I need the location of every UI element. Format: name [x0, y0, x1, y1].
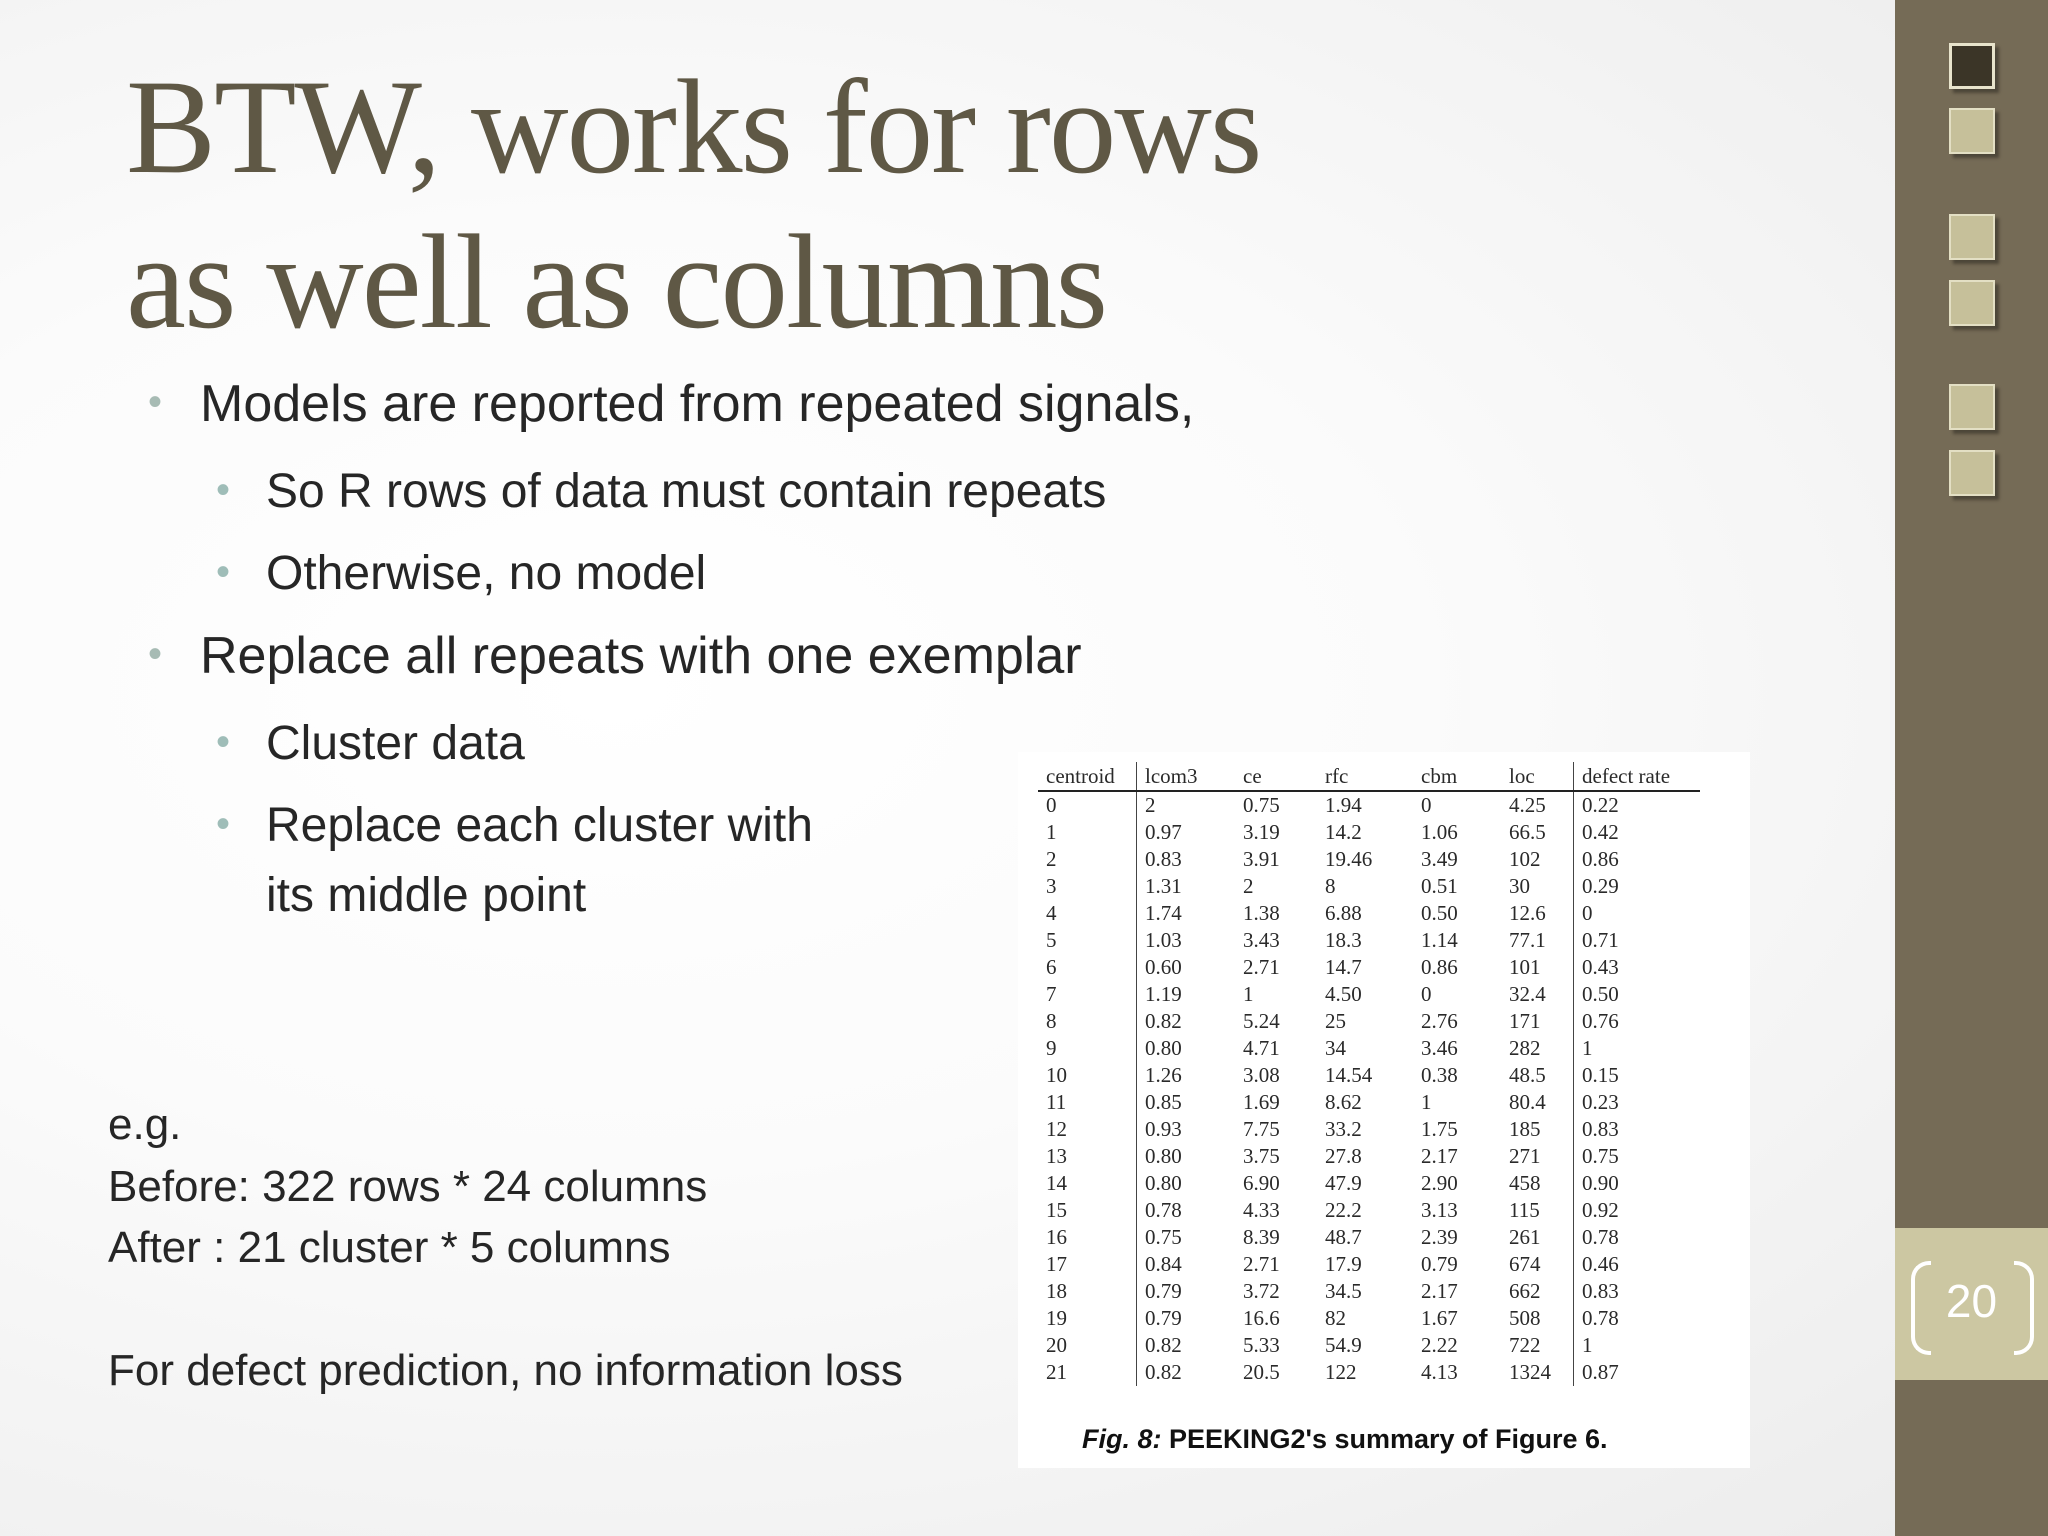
table-cell: 3.72	[1243, 1279, 1280, 1303]
example-label: e.g.	[108, 1100, 182, 1149]
table-cell: 1.67	[1421, 1306, 1458, 1330]
table-cell: 66.5	[1501, 819, 1574, 846]
table-cell: 1.38	[1243, 901, 1280, 925]
table-cell: 6.90	[1243, 1171, 1280, 1195]
table-cell: 674	[1501, 1251, 1574, 1278]
table-cell: 0.86	[1582, 847, 1619, 871]
bullet-item	[148, 626, 1082, 686]
table-cell: 16	[1038, 1224, 1137, 1251]
table-cell: 0.79	[1145, 1306, 1182, 1330]
table-row	[1038, 1305, 1700, 1332]
table-cell: 4	[1038, 900, 1137, 927]
nav-square	[1949, 384, 1995, 430]
table-cell: 17.9	[1325, 1252, 1362, 1276]
table-cell: 20	[1038, 1332, 1137, 1359]
column-header: cbm	[1413, 762, 1501, 791]
nav-square	[1949, 214, 1995, 260]
table-cell: 3.08	[1243, 1063, 1280, 1087]
table-cell: 2.71	[1243, 1252, 1280, 1276]
table-cell: 0.78	[1582, 1225, 1619, 1249]
sub-bullet-item	[216, 798, 813, 853]
table-cell: 8.62	[1325, 1090, 1362, 1114]
table-cell: 115	[1501, 1197, 1574, 1224]
slide-title	[126, 50, 1526, 360]
table-cell: 5.33	[1243, 1333, 1280, 1357]
table-cell: 0.38	[1421, 1063, 1458, 1087]
table-cell: 0	[1421, 793, 1432, 817]
table-cell: 1324	[1501, 1359, 1574, 1386]
table-cell: 8	[1038, 1008, 1137, 1035]
table-cell: 0.83	[1145, 847, 1182, 871]
table-row	[1038, 791, 1700, 819]
table-row	[1038, 954, 1700, 981]
table-cell: 0.92	[1582, 1198, 1619, 1222]
table-cell: 0.82	[1145, 1360, 1182, 1384]
table-cell: 1.03	[1145, 928, 1182, 952]
table-cell: 0	[1582, 901, 1593, 925]
table-cell: 0.78	[1145, 1198, 1182, 1222]
column-header: defect rate	[1574, 762, 1701, 791]
bullet-text-line: Replace each cluster with	[266, 799, 813, 852]
table-cell: 8.39	[1243, 1225, 1280, 1249]
table-cell: 19	[1038, 1305, 1137, 1332]
table-cell: 1.94	[1325, 793, 1362, 817]
table-cell: 0.97	[1145, 820, 1182, 844]
title-line: as well as columns	[126, 208, 1107, 357]
table-cell: 5	[1038, 927, 1137, 954]
table-cell: 0.75	[1145, 1225, 1182, 1249]
table-cell: 4.13	[1421, 1360, 1458, 1384]
table-cell: 271	[1501, 1143, 1574, 1170]
table-cell: 27.8	[1325, 1144, 1362, 1168]
table-cell: 0.51	[1421, 874, 1458, 898]
table-cell: 0.71	[1582, 928, 1619, 952]
table-cell: 0.93	[1145, 1117, 1182, 1141]
table-cell: 2.90	[1421, 1171, 1458, 1195]
sub-bullet-item	[216, 546, 707, 601]
table-cell: 0.83	[1582, 1117, 1619, 1141]
table-cell: 21	[1038, 1359, 1137, 1386]
table-cell: 3.91	[1243, 847, 1280, 871]
table-row	[1038, 1035, 1700, 1062]
table-cell: 0.80	[1145, 1144, 1182, 1168]
table-cell: 0.84	[1145, 1252, 1182, 1276]
table-cell: 2.71	[1243, 955, 1280, 979]
table-cell: 32.4	[1501, 981, 1574, 1008]
figure-caption	[1082, 1424, 1608, 1455]
table-cell: 13	[1038, 1143, 1137, 1170]
table-cell: 47.9	[1325, 1171, 1362, 1195]
table-cell: 8	[1325, 874, 1336, 898]
table-cell: 20.5	[1243, 1360, 1280, 1384]
table-cell: 0.23	[1582, 1090, 1619, 1114]
table-cell: 48.7	[1325, 1225, 1362, 1249]
table-cell: 6	[1038, 954, 1137, 981]
table-row	[1038, 1251, 1700, 1278]
table-cell: 0.50	[1582, 982, 1619, 1006]
table-cell: 19.46	[1325, 847, 1373, 871]
table-row	[1038, 819, 1700, 846]
table-cell: 0.29	[1582, 874, 1619, 898]
table-cell: 0.80	[1145, 1036, 1182, 1060]
table-cell: 1.31	[1145, 874, 1182, 898]
table-cell: 0.43	[1582, 955, 1619, 979]
table-cell: 0.76	[1582, 1009, 1619, 1033]
nav-square	[1949, 108, 1995, 154]
table-cell: 48.5	[1501, 1062, 1574, 1089]
table-cell: 34.5	[1325, 1279, 1362, 1303]
table-cell: 14.2	[1325, 820, 1362, 844]
table-cell: 14	[1038, 1170, 1137, 1197]
table-cell: 0.83	[1582, 1279, 1619, 1303]
table-cell: 4.25	[1501, 791, 1574, 819]
table-cell: 122	[1325, 1360, 1357, 1384]
table-row	[1038, 1359, 1700, 1386]
table-cell: 7	[1038, 981, 1137, 1008]
column-header: ce	[1235, 762, 1317, 791]
table-header-row	[1038, 762, 1700, 791]
table-cell: 1	[1582, 1333, 1593, 1357]
page-number: 20	[1945, 1275, 1998, 1327]
table-cell: 1.74	[1145, 901, 1182, 925]
sub-bullet-item	[216, 464, 1107, 519]
table-cell: 1	[1421, 1090, 1432, 1114]
table-cell: 3.46	[1421, 1036, 1458, 1060]
centroid-table	[1038, 762, 1700, 1386]
table-cell: 17	[1038, 1251, 1137, 1278]
table-cell: 0.79	[1145, 1279, 1182, 1303]
bullet-dot-icon: •	[216, 468, 231, 512]
table-cell: 0.79	[1421, 1252, 1458, 1276]
table-cell: 15	[1038, 1197, 1137, 1224]
table-cell: 1.19	[1145, 982, 1182, 1006]
table-cell: 18.3	[1325, 928, 1362, 952]
table-row	[1038, 1197, 1700, 1224]
table-cell: 0.86	[1421, 955, 1458, 979]
bullet-text: Cluster data	[266, 717, 525, 770]
table-cell: 1.06	[1421, 820, 1458, 844]
sub-bullet-item	[216, 716, 525, 771]
table-cell: 0.50	[1421, 901, 1458, 925]
sub-bullet-continuation	[266, 868, 586, 923]
title-line: BTW, works for rows	[126, 53, 1261, 202]
table-cell: 30	[1501, 873, 1574, 900]
figure-image	[1018, 752, 1750, 1468]
table-row	[1038, 873, 1700, 900]
table-cell: 1.69	[1243, 1090, 1280, 1114]
caption-text: PEEKING2's summary of Figure 6.	[1161, 1424, 1608, 1454]
table-cell: 2.39	[1421, 1225, 1458, 1249]
table-cell: 662	[1501, 1278, 1574, 1305]
table-cell: 1.26	[1145, 1063, 1182, 1087]
table-cell: 14.54	[1325, 1063, 1373, 1087]
table-cell: 16.6	[1243, 1306, 1280, 1330]
after-stat: After : 21 cluster * 5 columns	[108, 1223, 671, 1272]
table-cell: 102	[1501, 846, 1574, 873]
table-cell: 282	[1501, 1035, 1574, 1062]
table-cell: 4.71	[1243, 1036, 1280, 1060]
table-cell: 261	[1501, 1224, 1574, 1251]
table-cell: 1	[1582, 1036, 1593, 1060]
nav-square	[1949, 450, 1995, 496]
table-cell: 101	[1501, 954, 1574, 981]
table-cell: 11	[1038, 1089, 1137, 1116]
table-cell: 2	[1038, 846, 1137, 873]
table-cell: 1	[1243, 982, 1254, 1006]
table-cell: 4.50	[1325, 982, 1362, 1006]
bullet-dot-icon: •	[148, 380, 163, 424]
table-cell: 185	[1501, 1116, 1574, 1143]
bullet-text-line: its middle point	[266, 869, 587, 922]
column-header: centroid	[1038, 762, 1137, 791]
bullet-text: Models are reported from repeated signals,	[200, 375, 1195, 433]
column-header: lcom3	[1137, 762, 1236, 791]
page-number-box	[1895, 1228, 2048, 1380]
before-stat: Before: 322 rows * 24 columns	[108, 1162, 708, 1211]
table-cell: 0	[1038, 791, 1137, 819]
conclusion-text: For defect prediction, no information loss	[108, 1346, 903, 1395]
table-cell: 508	[1501, 1305, 1574, 1332]
table-cell: 0.87	[1582, 1360, 1619, 1384]
table-cell: 0.15	[1582, 1063, 1619, 1087]
bullet-dot-icon: •	[216, 802, 231, 846]
nav-square	[1949, 280, 1995, 326]
table-cell: 3.19	[1243, 820, 1280, 844]
table-cell: 0.90	[1582, 1171, 1619, 1195]
table-cell: 82	[1325, 1306, 1346, 1330]
table-cell: 6.88	[1325, 901, 1362, 925]
table-cell: 14.7	[1325, 955, 1362, 979]
table-row	[1038, 1008, 1700, 1035]
table-cell: 0.22	[1582, 793, 1619, 817]
table-cell: 0.78	[1582, 1306, 1619, 1330]
table-cell: 7.75	[1243, 1117, 1280, 1141]
caption-prefix: Fig. 8:	[1082, 1424, 1162, 1454]
table-cell: 1.14	[1421, 928, 1458, 952]
table-cell: 0.75	[1582, 1144, 1619, 1168]
table-cell: 0.42	[1582, 820, 1619, 844]
table-row	[1038, 1332, 1700, 1359]
table-cell: 9	[1038, 1035, 1137, 1062]
table-row	[1038, 1224, 1700, 1251]
table-row	[1038, 981, 1700, 1008]
table-cell: 54.9	[1325, 1333, 1362, 1357]
table-row	[1038, 927, 1700, 954]
table-cell: 3.43	[1243, 928, 1280, 952]
table-cell: 25	[1325, 1009, 1346, 1033]
table-cell: 0.80	[1145, 1171, 1182, 1195]
table-cell: 1	[1038, 819, 1137, 846]
table-cell: 458	[1501, 1170, 1574, 1197]
table-cell: 12	[1038, 1116, 1137, 1143]
table-cell: 5.24	[1243, 1009, 1280, 1033]
table-cell: 77.1	[1501, 927, 1574, 954]
table-cell: 0	[1421, 982, 1432, 1006]
table-row	[1038, 1170, 1700, 1197]
table-cell: 2.76	[1421, 1009, 1458, 1033]
column-header: loc	[1501, 762, 1574, 791]
column-header: rfc	[1317, 762, 1413, 791]
table-cell: 0.46	[1582, 1252, 1619, 1276]
bullet-dot-icon: •	[216, 550, 231, 594]
table-cell: 3.13	[1421, 1198, 1458, 1222]
table-row	[1038, 1116, 1700, 1143]
table-row	[1038, 1143, 1700, 1170]
table-cell: 2	[1145, 793, 1156, 817]
table-cell: 0.82	[1145, 1009, 1182, 1033]
table-cell: 0.75	[1243, 793, 1280, 817]
table-cell: 10	[1038, 1062, 1137, 1089]
table-body	[1038, 791, 1700, 1386]
table-cell: 0.82	[1145, 1333, 1182, 1357]
table-cell: 18	[1038, 1278, 1137, 1305]
table-cell: 2.17	[1421, 1279, 1458, 1303]
table-cell: 22.2	[1325, 1198, 1362, 1222]
table-row	[1038, 846, 1700, 873]
table-cell: 2.22	[1421, 1333, 1458, 1357]
table-cell: 171	[1501, 1008, 1574, 1035]
table-cell: 12.6	[1501, 900, 1574, 927]
table-cell: 80.4	[1501, 1089, 1574, 1116]
table-cell: 0.85	[1145, 1090, 1182, 1114]
bullet-dot-icon: •	[216, 720, 231, 764]
table-cell: 3	[1038, 873, 1137, 900]
table-cell: 0.60	[1145, 955, 1182, 979]
bullet-text: Otherwise, no model	[266, 547, 707, 600]
table-row	[1038, 1089, 1700, 1116]
bullet-text: Replace all repeats with one exemplar	[200, 627, 1082, 685]
table-row	[1038, 1062, 1700, 1089]
table-cell: 3.75	[1243, 1144, 1280, 1168]
table-row	[1038, 900, 1700, 927]
bullet-item	[148, 374, 1195, 434]
table-cell: 34	[1325, 1036, 1346, 1060]
table-cell: 722	[1501, 1332, 1574, 1359]
bullet-text: So R rows of data must contain repeats	[266, 465, 1107, 518]
table-cell: 4.33	[1243, 1198, 1280, 1222]
table-cell: 1.75	[1421, 1117, 1458, 1141]
table-cell: 3.49	[1421, 847, 1458, 871]
bullet-dot-icon: •	[148, 632, 163, 676]
nav-square-active	[1949, 43, 1995, 89]
table-cell: 2	[1243, 874, 1254, 898]
table-cell: 2.17	[1421, 1144, 1458, 1168]
table-cell: 33.2	[1325, 1117, 1362, 1141]
table-row	[1038, 1278, 1700, 1305]
